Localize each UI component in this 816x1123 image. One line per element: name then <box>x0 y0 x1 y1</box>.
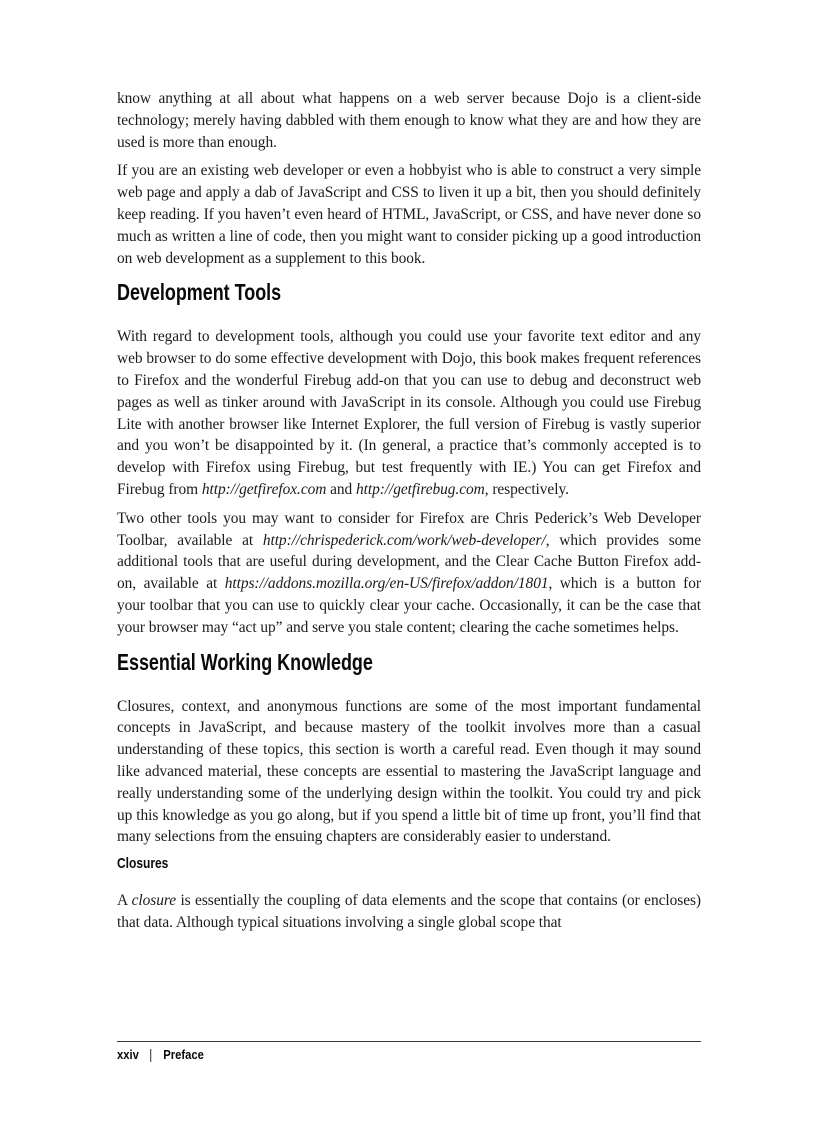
paragraph <box>117 326 701 500</box>
heading-closures: Closures <box>117 855 169 873</box>
url-chrispederick: http://chrispederick.com/work/web-developer/ <box>262 531 546 549</box>
paragraph-text: A <box>117 892 132 910</box>
term-closure: closure <box>131 892 177 910</box>
url-mozilla-addon: https://addons.mozilla.org/en-US/firefox/addon/1801 <box>224 575 549 593</box>
paragraph <box>117 508 701 639</box>
paragraph-text: With regard to development tools, although you could use your favorite text editor and any web browser to do some effective development with Dojo, this book makes frequent references to Firefox and the wonderful Firebug add-on that you can use to debug and deconstruct web pages as well as tinker around with JavaScript in its console. Although you could use Firebug Lite with another browser like Internet Explorer, the full version of Firebug is vastly superior and you won’t be disappointed by it. (In general, a practice that’s commonly accepted is to develop with Firefox using Firebug, but test frequently with IE.) You can get Firefox and Firebug from <box>117 328 701 498</box>
paragraph-text: is essentially the coupling of data elements and the scope that contains (or encloses) that data. Although typical situations involving a single global scope that <box>117 892 701 931</box>
paragraph-text: Closures, context, and anonymous functions are some of the most important fundamental concepts in JavaScript, and because mastery of the toolkit involves more than a casual understanding of these topics, this section is worth a careful read. Even though it may sound like advanced material, these concepts are essential to mastering the JavaScript language and really understanding some of the underlying design within the toolkit. You could try and pick up this knowledge as you go along, but if you spend a little bit of time up front, you’ll find that many selections from the ensuing chapters are considerably easier to understand. <box>117 697 701 846</box>
paragraph-text: and <box>326 480 356 498</box>
page-content <box>117 88 701 934</box>
footer-section-label: Preface <box>163 1048 204 1062</box>
paragraph-text: , which is a button for your toolbar that you can use to quickly clear your cache. Occasionally, it can be the case that your browser may “act up” and serve you stale content; clearing the cache sometimes helps. <box>117 575 701 636</box>
page-footer <box>117 1041 701 1062</box>
paragraph-text: , which provides some additional tools that are useful during development, and the Clear Cache Button Firefox add-on, available at <box>117 531 701 593</box>
url-getfirefox: http://getfirefox.com <box>201 480 327 498</box>
url-getfirebug: http://getfirebug.com <box>355 480 485 498</box>
paragraph-text: If you are an existing web developer or even a hobbyist who is able to construct a very simple web page and apply a dab of JavaScript and CSS to liven it up a bit, then you should definitely keep reading. If you haven’t even heard of HTML, JavaScript, or CSS, and have never done so much as written a line of code, then you might want to consider picking up a good introduction on web development as a supplement to this book. <box>117 162 701 267</box>
paragraph <box>117 160 701 269</box>
heading-development-tools: Development Tools <box>117 279 282 306</box>
page-number: xxiv <box>117 1048 139 1062</box>
footer-inner <box>117 1048 643 1062</box>
paragraph <box>117 890 701 934</box>
paragraph <box>117 88 701 153</box>
paragraph-text: Two other tools you may want to consider for Firefox are Chris Pederick’s Web Developer Toolbar, available at <box>117 509 701 549</box>
paragraph-text: know anything at all about what happens on a web server because Dojo is a client-side technology; merely having dabbled with them enough to know what they are and how they are used is more than enough. <box>117 90 701 151</box>
paragraph <box>117 696 701 849</box>
footer-separator <box>151 1049 152 1062</box>
paragraph-text: , respectively. <box>484 480 569 498</box>
heading-essential-working-knowledge: Essential Working Knowledge <box>117 648 373 675</box>
